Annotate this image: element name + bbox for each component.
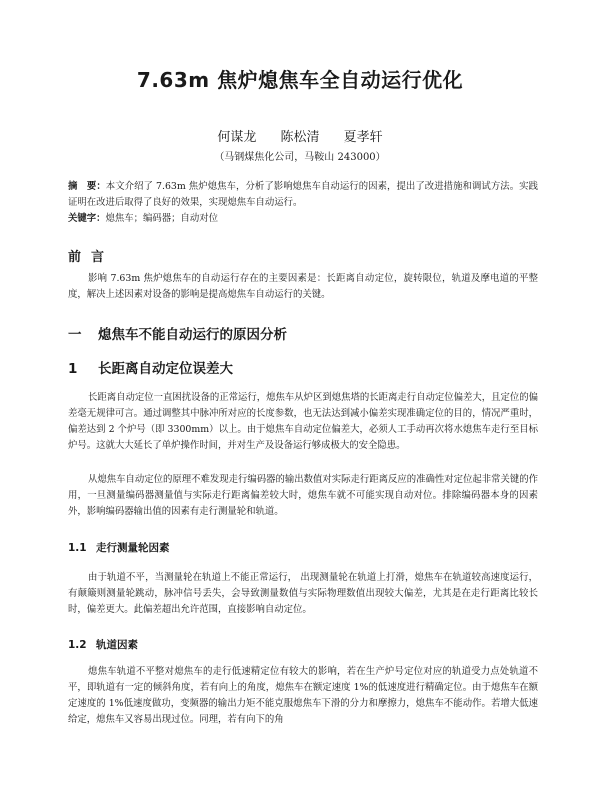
subsubsection-number: 1.1 bbox=[68, 542, 87, 554]
abstract bbox=[68, 179, 538, 211]
body-paragraph: 长距离自动定位一直困扰设备的正常运行，熄焦车从炉区到熄焦塔的长距离走行自动定位偏差大，且定位的偏差毫无规律可言。通过调整其中脉冲所对应的长度参数，也无法达到减小偏差实现准确定位的目的，情况严重时，偏差达到 2 个炉号（即 3300mm）以上。由于熄焦车自动定位偏差大，必须人工手动再次将水熄焦车走行至目标炉号。这就大大延长了单炉操作时间，并对生产及设备运行够成极大的安全隐患。 bbox=[68, 392, 539, 451]
body-paragraph: 由于轨道不平，当测量轮在轨道上不能正常运行， 出现测量轮在轨道上打滑，熄焦车在轨道较高速度运行，有颠簸则测量轮跳动，脉冲信号丢失，会导致测量数值与实际物理数值出现较大偏差，尤其是在走行距离比较长时，偏差更大。此偏差超出允许范围，直接影响自动定位。 bbox=[68, 572, 538, 615]
keywords-label: 关键字： bbox=[68, 213, 106, 224]
section-title: 熄焦车不能自动运行的原因分析 bbox=[98, 327, 287, 343]
subsubsection-heading bbox=[68, 540, 170, 555]
subsection-title: 长距离自动定位误差大 bbox=[98, 361, 233, 377]
author-name: 陈松清 bbox=[280, 130, 320, 145]
subsubsection-heading bbox=[68, 637, 138, 652]
keywords bbox=[68, 211, 538, 227]
subsubsection-title: 轨道因素 bbox=[96, 639, 138, 651]
section-heading bbox=[68, 323, 287, 343]
abstract-text: 本文介绍了 7.63m 焦炉熄焦车，分析了影响熄焦车自动运行的因素，提出了改进措施和调试方法。实践证明在改进后取得了良好的效果，实现熄焦车自动运行。 bbox=[68, 181, 538, 208]
author-list bbox=[0, 126, 600, 145]
affiliation: （马钢煤焦化公司，马鞍山 243000） bbox=[214, 152, 386, 163]
paper-title: 7.63m 焦炉熄焦车全自动运行优化 bbox=[136, 68, 464, 92]
foreword-heading: 前言 bbox=[68, 250, 115, 265]
author-name: 夏孝轩 bbox=[343, 130, 383, 145]
body-paragraph: 熄焦车轨道不平整对熄焦车的走行低速精定位有较大的影响，若在生产炉号定位对应的轨道受力点处轨道不平，即轨道有一定的倾斜角度，若有向上的角度，熄焦车在额定速度 1%的低速度进行精确定位。由于熄焦车在额定速度的 1%低速度做功，变频器的输出力矩不能克服熄焦车下滑的分力和摩擦力，熄焦车不能动作。若增大低速给定，熄焦车又容易出现过位。同理，若有向下的角 bbox=[68, 666, 538, 725]
foreword-paragraph: 影响 7.63m 焦炉熄焦车的自动运行存在的主要因素是：长距离自动定位，旋转限位，轨道及摩电道的平整度，解决上述因素对设备的影响是提高熄焦车自动运行的关键。 bbox=[68, 273, 538, 300]
subsubsection-title: 走行测量轮因素 bbox=[96, 542, 170, 554]
keywords-text: 熄焦车；编码器；自动对位 bbox=[105, 213, 219, 224]
author-name: 何谋龙 bbox=[217, 130, 257, 145]
section-number: 一 bbox=[68, 327, 82, 343]
abstract-label: 摘 要： bbox=[68, 181, 106, 192]
subsection-heading bbox=[68, 357, 233, 377]
subsection-number: 1 bbox=[68, 361, 78, 377]
subsubsection-number: 1.2 bbox=[68, 639, 87, 651]
body-paragraph: 从熄焦车自动定位的原理不难发现走行编码器的输出数值对实际走行距离反应的准确性对定位起非常关键的作用，一旦测量编码器测量值与实际走行距离偏差较大时，熄焦车就不可能实现自动对位。排除编码器本身的因素外，影响编码器输出值的因素有走行测量轮和轨道。 bbox=[68, 474, 539, 517]
